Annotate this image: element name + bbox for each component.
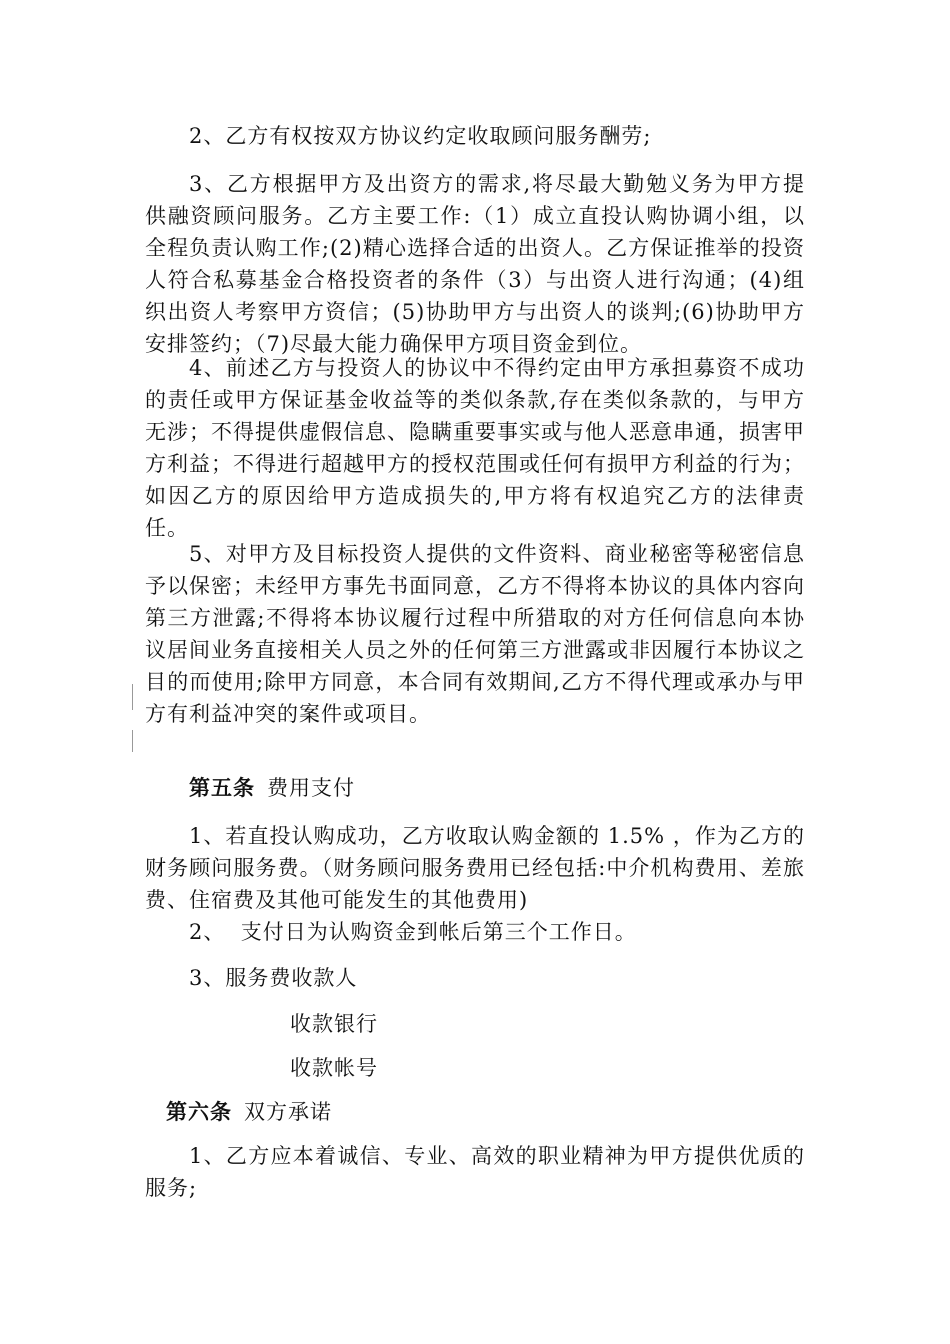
revision-bar: [132, 730, 133, 752]
clause-4-4: 4、前述乙方与投资人的协议中不得约定由甲方承担募资不成功的责任或甲方保证基金收益等的类似条款,存在类似条款的，与甲方无涉；不得提供虚假信息、隐瞒重要事实或与他人恶意串通，损害甲方利益；不得进行超越甲方的授权范围或任何有损甲方利益的行为；如因乙方的原因给甲方造成损失的,甲方将有权追究乙方的法律责任。: [145, 356, 805, 540]
clause-5-3: 3、服务费收款人: [189, 966, 358, 990]
clause-4-2: 2、乙方有权按双方协议约定收取顾问服务酬劳;: [189, 124, 652, 148]
article-6-title: 双方承诺: [244, 1100, 332, 1124]
article-5-title: 费用支付: [267, 776, 355, 800]
clause-6-1: 1、乙方应本着诚信、专业、高效的职业精神为甲方提供优质的服务;: [145, 1144, 805, 1200]
article-5-heading: [189, 772, 355, 804]
clause-4-3: 3、乙方根据甲方及出资方的需求,将尽最大勤勉义务为甲方提供融资顾问服务。乙方主要工作:（1）成立直投认购协调小组，以全程负责认购工作;(2)精心选择合适的出资人。乙方保证推举的投资人符合私募基金合格投资者的条件（3）与出资人进行沟通；(4)组织出资人考察甲方资信；(5)协助甲方与出资人的谈判;(6)协助甲方安排签约；（7)尽最大能力确保甲方项目资金到位。: [145, 172, 805, 356]
payee-account-label: 收款帐号: [290, 1056, 378, 1080]
clause-5-1: 1、若直投认购成功，乙方收取认购金额的 1.5% ，作为乙方的财务顾问服务费。（财务顾问服务费用已经包括:中介机构费用、差旅费、住宿费及其他可能发生的其他费用): [145, 824, 805, 912]
article-6-number: 第六条: [166, 1099, 232, 1124]
article-6-heading: [166, 1096, 332, 1128]
article-5-number: 第五条: [189, 775, 255, 800]
clause-4-5: 5、对甲方及目标投资人提供的文件资料、商业秘密等秘密信息予以保密；未经甲方事先书面同意，乙方不得将本协议的具体内容向第三方泄露;不得将本协议履行过程中所猎取的对方任何信息向本协议居间业务直接相关人员之外的任何第三方泄露或非因履行本协议之目的而使用;除甲方同意，本合同有效期间,乙方不得代理或承办与甲方有利益冲突的案件或项目。: [145, 542, 805, 726]
revision-bar: [132, 684, 133, 710]
clause-5-2: 2、 支付日为认购资金到帐后第三个工作日。: [189, 920, 637, 944]
payee-bank-label: 收款银行: [290, 1012, 378, 1036]
